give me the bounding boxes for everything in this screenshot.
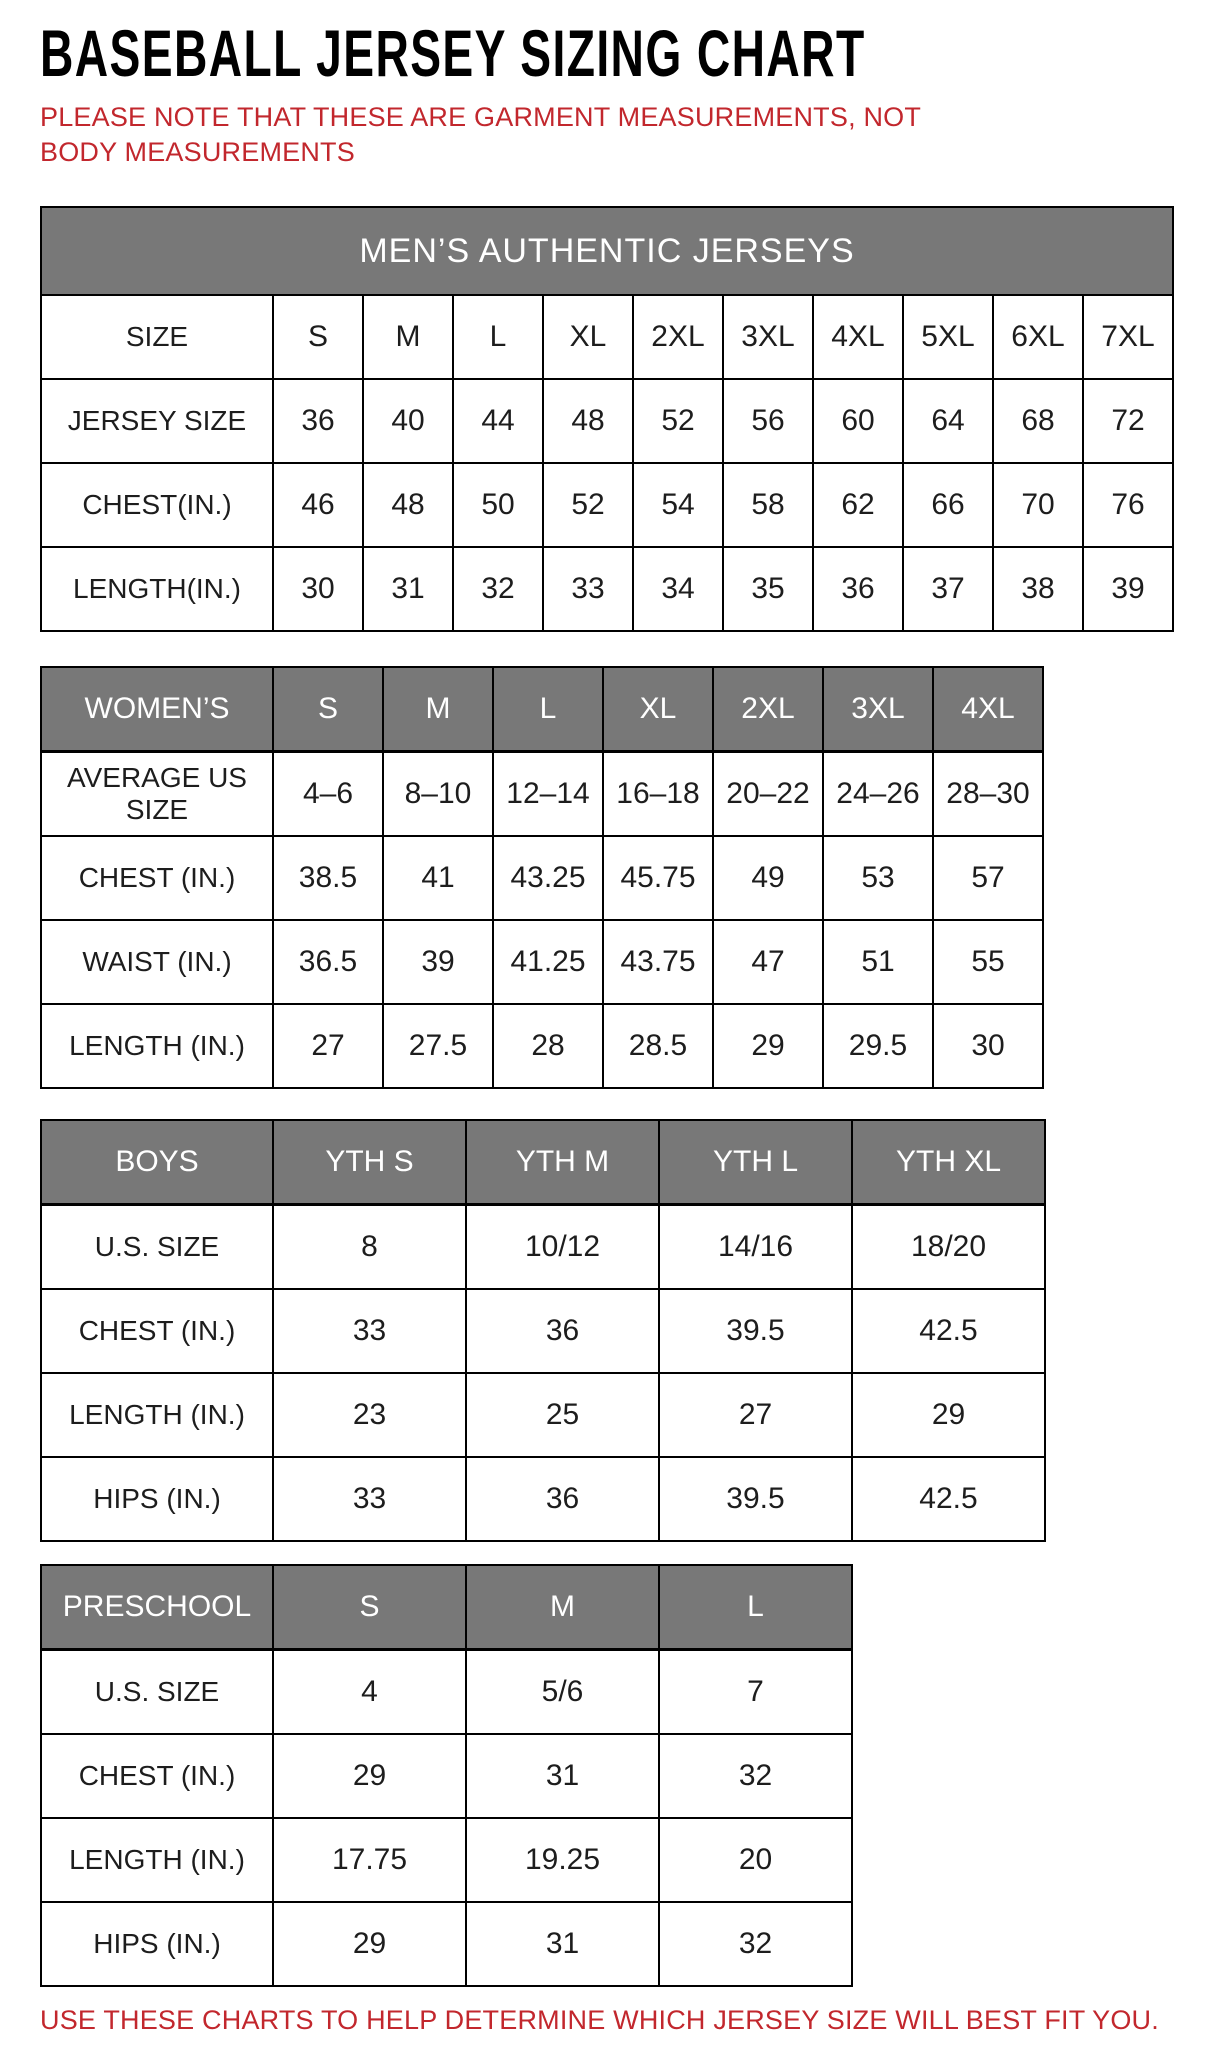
data-cell: 54 [633, 463, 723, 547]
data-cell: 17.75 [273, 1818, 466, 1902]
data-cell: 10/12 [466, 1205, 659, 1290]
row-label-cell: CHEST (IN.) [41, 1734, 273, 1818]
data-cell: 68 [993, 379, 1083, 463]
header-label-cell: BOYS [41, 1120, 273, 1205]
row-label-cell: LENGTH (IN.) [41, 1818, 273, 1902]
data-cell: 76 [1083, 463, 1173, 547]
data-cell: 38.5 [273, 836, 383, 920]
table-row [41, 1734, 852, 1818]
table-row [41, 836, 1043, 920]
data-cell: 29.5 [823, 1004, 933, 1088]
row-label-cell: LENGTH (IN.) [41, 1004, 273, 1088]
footer-note: USE THESE CHARTS TO HELP DETERMINE WHICH JERSEY SIZE WILL BEST FIT YOU. [40, 2005, 1159, 2036]
row-label-cell: AVERAGE US SIZE [41, 752, 273, 837]
data-cell: 50 [453, 463, 543, 547]
garment-measurement-note: PLEASE NOTE THAT THESE ARE GARMENT MEASUREMENTS, NOT BODY MEASUREMENTS [40, 102, 921, 168]
row-label-cell: WAIST (IN.) [41, 920, 273, 1004]
table-row [41, 1818, 852, 1902]
data-cell: 39 [383, 920, 493, 1004]
data-cell: 60 [813, 379, 903, 463]
data-cell: 27 [659, 1373, 852, 1457]
data-cell: 36 [466, 1289, 659, 1373]
data-cell: 32 [659, 1902, 852, 1986]
data-cell: 39.5 [659, 1457, 852, 1541]
data-cell: 41 [383, 836, 493, 920]
data-cell: 23 [273, 1373, 466, 1457]
data-cell: 20–22 [713, 752, 823, 837]
data-cell: 45.75 [603, 836, 713, 920]
data-cell: 7 [659, 1650, 852, 1735]
header-label-cell: WOMEN’S [41, 667, 273, 752]
data-cell: 40 [363, 379, 453, 463]
data-cell: 53 [823, 836, 933, 920]
column-header-cell: YTH L [659, 1120, 852, 1205]
data-cell: 29 [852, 1373, 1045, 1457]
data-cell: 39 [1083, 547, 1173, 631]
data-cell: 62 [813, 463, 903, 547]
column-header-cell: 3XL [823, 667, 933, 752]
column-header-row [41, 667, 1043, 752]
data-cell: 64 [903, 379, 993, 463]
table-row [41, 920, 1043, 1004]
table-row [41, 1373, 1045, 1457]
data-cell: 55 [933, 920, 1043, 1004]
data-cell: 16–18 [603, 752, 713, 837]
table-row [41, 295, 1173, 379]
womens-jerseys-table [40, 666, 1044, 1089]
column-header-cell: M [383, 667, 493, 752]
data-cell: 19.25 [466, 1818, 659, 1902]
data-cell: 29 [273, 1902, 466, 1986]
column-header-cell: S [273, 667, 383, 752]
data-cell: 30 [273, 547, 363, 631]
data-cell: 42.5 [852, 1289, 1045, 1373]
data-cell: 28 [493, 1004, 603, 1088]
table-row [41, 1457, 1045, 1541]
data-cell: 3XL [723, 295, 813, 379]
data-cell: 8 [273, 1205, 466, 1290]
data-cell: 49 [713, 836, 823, 920]
data-cell: 36.5 [273, 920, 383, 1004]
column-header-cell: XL [603, 667, 713, 752]
row-label-cell: HIPS (IN.) [41, 1457, 273, 1541]
column-header-cell: 2XL [713, 667, 823, 752]
data-cell: 52 [543, 463, 633, 547]
data-cell: 12–14 [493, 752, 603, 837]
column-header-cell: YTH XL [852, 1120, 1045, 1205]
data-cell: 28.5 [603, 1004, 713, 1088]
column-header-cell: M [466, 1565, 659, 1650]
table-row [41, 1650, 852, 1735]
data-cell: 48 [363, 463, 453, 547]
table-row [41, 463, 1173, 547]
preschool-jerseys-table [40, 1564, 853, 1987]
page-title-text: BASEBALL JERSEY SIZING CHART [40, 16, 866, 90]
data-cell: 32 [659, 1734, 852, 1818]
row-label-cell: CHEST (IN.) [41, 1289, 273, 1373]
data-cell: 34 [633, 547, 723, 631]
data-cell: 47 [713, 920, 823, 1004]
column-header-cell: YTH S [273, 1120, 466, 1205]
row-label-cell: U.S. SIZE [41, 1205, 273, 1290]
data-cell: 48 [543, 379, 633, 463]
data-cell: 36 [813, 547, 903, 631]
data-cell: 28–30 [933, 752, 1043, 837]
data-cell: 46 [273, 463, 363, 547]
data-cell: 44 [453, 379, 543, 463]
data-cell: 36 [273, 379, 363, 463]
data-cell: 52 [633, 379, 723, 463]
data-cell: L [453, 295, 543, 379]
column-header-row [41, 1565, 852, 1650]
data-cell: XL [543, 295, 633, 379]
data-cell: 33 [273, 1289, 466, 1373]
row-label-cell: CHEST(IN.) [41, 463, 273, 547]
data-cell: 42.5 [852, 1457, 1045, 1541]
data-cell: 2XL [633, 295, 723, 379]
data-cell: 27 [273, 1004, 383, 1088]
data-cell: 43.25 [493, 836, 603, 920]
data-cell: 5/6 [466, 1650, 659, 1735]
data-cell: 35 [723, 547, 813, 631]
column-header-cell: L [659, 1565, 852, 1650]
data-cell: 5XL [903, 295, 993, 379]
data-cell: 43.75 [603, 920, 713, 1004]
row-label-cell: LENGTH (IN.) [41, 1373, 273, 1457]
data-cell: M [363, 295, 453, 379]
page-title [40, 16, 1200, 90]
data-cell: 24–26 [823, 752, 933, 837]
row-label-cell: CHEST (IN.) [41, 836, 273, 920]
row-label-cell: SIZE [41, 295, 273, 379]
column-header-cell: YTH M [466, 1120, 659, 1205]
data-cell: 66 [903, 463, 993, 547]
mens-authentic-jerseys-table [40, 206, 1174, 632]
data-cell: 25 [466, 1373, 659, 1457]
data-cell: 57 [933, 836, 1043, 920]
data-cell: 6XL [993, 295, 1083, 379]
data-cell: 56 [723, 379, 813, 463]
row-label-cell: HIPS (IN.) [41, 1902, 273, 1986]
data-cell: 29 [273, 1734, 466, 1818]
data-cell: 38 [993, 547, 1083, 631]
table-row [41, 1205, 1045, 1290]
data-cell: 31 [466, 1902, 659, 1986]
data-cell: 31 [363, 547, 453, 631]
row-label-cell: JERSEY SIZE [41, 379, 273, 463]
data-cell: 70 [993, 463, 1083, 547]
data-cell: 7XL [1083, 295, 1173, 379]
table-row [41, 547, 1173, 631]
data-cell: 27.5 [383, 1004, 493, 1088]
table-row [41, 1004, 1043, 1088]
table-banner: MEN’S AUTHENTIC JERSEYS [41, 207, 1173, 295]
data-cell: 20 [659, 1818, 852, 1902]
data-cell: 41.25 [493, 920, 603, 1004]
data-cell: 33 [273, 1457, 466, 1541]
table-banner-row [41, 207, 1173, 295]
data-cell: 31 [466, 1734, 659, 1818]
data-cell: 36 [466, 1457, 659, 1541]
data-cell: 51 [823, 920, 933, 1004]
data-cell: 33 [543, 547, 633, 631]
table-row [41, 752, 1043, 837]
data-cell: 37 [903, 547, 993, 631]
data-cell: 4XL [813, 295, 903, 379]
data-cell: 30 [933, 1004, 1043, 1088]
data-cell: 72 [1083, 379, 1173, 463]
data-cell: 32 [453, 547, 543, 631]
data-cell: 39.5 [659, 1289, 852, 1373]
column-header-cell: S [273, 1565, 466, 1650]
data-cell: 14/16 [659, 1205, 852, 1290]
table-row [41, 379, 1173, 463]
column-header-cell: 4XL [933, 667, 1043, 752]
row-label-cell: LENGTH(IN.) [41, 547, 273, 631]
column-header-row [41, 1120, 1045, 1205]
data-cell: 29 [713, 1004, 823, 1088]
row-label-cell: U.S. SIZE [41, 1650, 273, 1735]
data-cell: 4–6 [273, 752, 383, 837]
data-cell: 18/20 [852, 1205, 1045, 1290]
data-cell: S [273, 295, 363, 379]
header-label-cell: PRESCHOOL [41, 1565, 273, 1650]
data-cell: 4 [273, 1650, 466, 1735]
table-row [41, 1289, 1045, 1373]
data-cell: 58 [723, 463, 813, 547]
column-header-cell: L [493, 667, 603, 752]
boys-jerseys-table [40, 1119, 1046, 1542]
data-cell: 8–10 [383, 752, 493, 837]
